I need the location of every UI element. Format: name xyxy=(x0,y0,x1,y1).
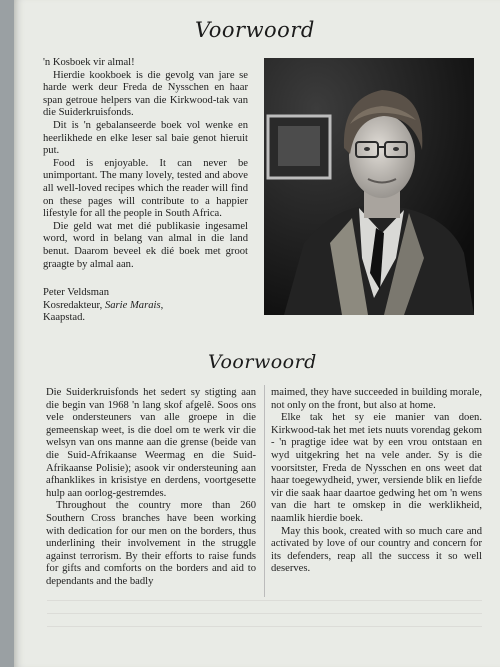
right-column xyxy=(271,387,482,576)
book-page xyxy=(14,0,500,667)
column-paragraph: Die Suiderkruisfonds het sedert sy stigting aan die begin van 1968 'n lang skof afgelê. Soos ons vele ondersteuners van alle groepe in die gemeenskap weet, is die doel om te werk vir die welsyn van ons manne aan die grense (beide van die Suid-Afrikaanse Weermag en die Suid-Afrikaanse Polisie); asook vir ondersteuning aan afhanklikes in krisistye en derdens, voortgesette hulp aan oorlog-gestremdes. xyxy=(46,387,256,499)
signature-role xyxy=(43,300,248,313)
intro-paragraph: Food is enjoyable. It can never be unimportant. The many lovely, tested and above all well-loved recipes which the reader will find on these pages will contribute to a happier lifestyle for all the people in South Africa. xyxy=(43,157,248,220)
page-title-top: Voorwoord xyxy=(195,18,315,42)
signature-role-suffix: , xyxy=(160,299,164,311)
intro-paragraph: Die geld wat met dié publikasie ingesamel word, word in belang van almal in die land benut. Daarom beveel ek dié boek met groot graagte by almal aan. xyxy=(43,220,248,270)
intro-paragraph: Hierdie kookboek is die gevolg van jare se harde werk deur Freda de Nysschen en haar span getroue helpers van die Kirkwood-tak van die Suiderkruisfonds. xyxy=(43,69,248,119)
signature-block xyxy=(43,287,248,325)
column-paragraph: Elke tak het sy eie manier van doen. Kirkwood-tak het met iets nuuts vorendag gekom - 'n pragtige idee wat by een vrou ontstaan en wyd uitgekring het na vele ander. Sy is die voorsitster, Freda de Nysschen en ons weet dat haar toegewydheid, ywer, versiende blik en liefde vir die saak haar daartoe gedwing het om 'n wens van die hart te omskep in die werklikheid, naamlik hierdie boek. xyxy=(271,412,482,524)
signature-publication: Sarie Marais xyxy=(104,299,161,311)
intro-text xyxy=(43,57,248,271)
column-divider xyxy=(264,385,265,597)
signature-name: Peter Veldsman xyxy=(43,287,110,298)
left-column xyxy=(46,387,256,589)
signature-place: Kaapstad. xyxy=(43,312,86,324)
portrait-photo xyxy=(264,58,474,315)
page-title-bottom: Voorwoord xyxy=(208,351,317,373)
column-paragraph: maimed, they have succeeded in building morale, not only on the front, but also at home. xyxy=(271,387,482,411)
intro-paragraph: 'n Kosboek vir almal! xyxy=(43,57,135,68)
column-paragraph: Throughout the country more than 260 Southern Cross branches have been working with dedication for our men on the borders, thus underlining their involvement in the struggle against terrorism. By their efforts to raise funds for gifts and comforts on the borders and aid to dependants and the badly xyxy=(46,500,256,587)
column-paragraph: May this book, created with so much care and activated by love of our country and concern for its defenders, reap all the success it so well deserves. xyxy=(271,525,482,575)
portrait-illustration xyxy=(264,58,474,315)
page-bleed-through xyxy=(47,600,482,640)
intro-paragraph: Dit is 'n gebalanseerde boek vol wenke en heerlikhede en elke leser sal baie genot hieruit put. xyxy=(43,119,248,157)
signature-role-prefix: Kosredakteur, xyxy=(43,299,105,311)
